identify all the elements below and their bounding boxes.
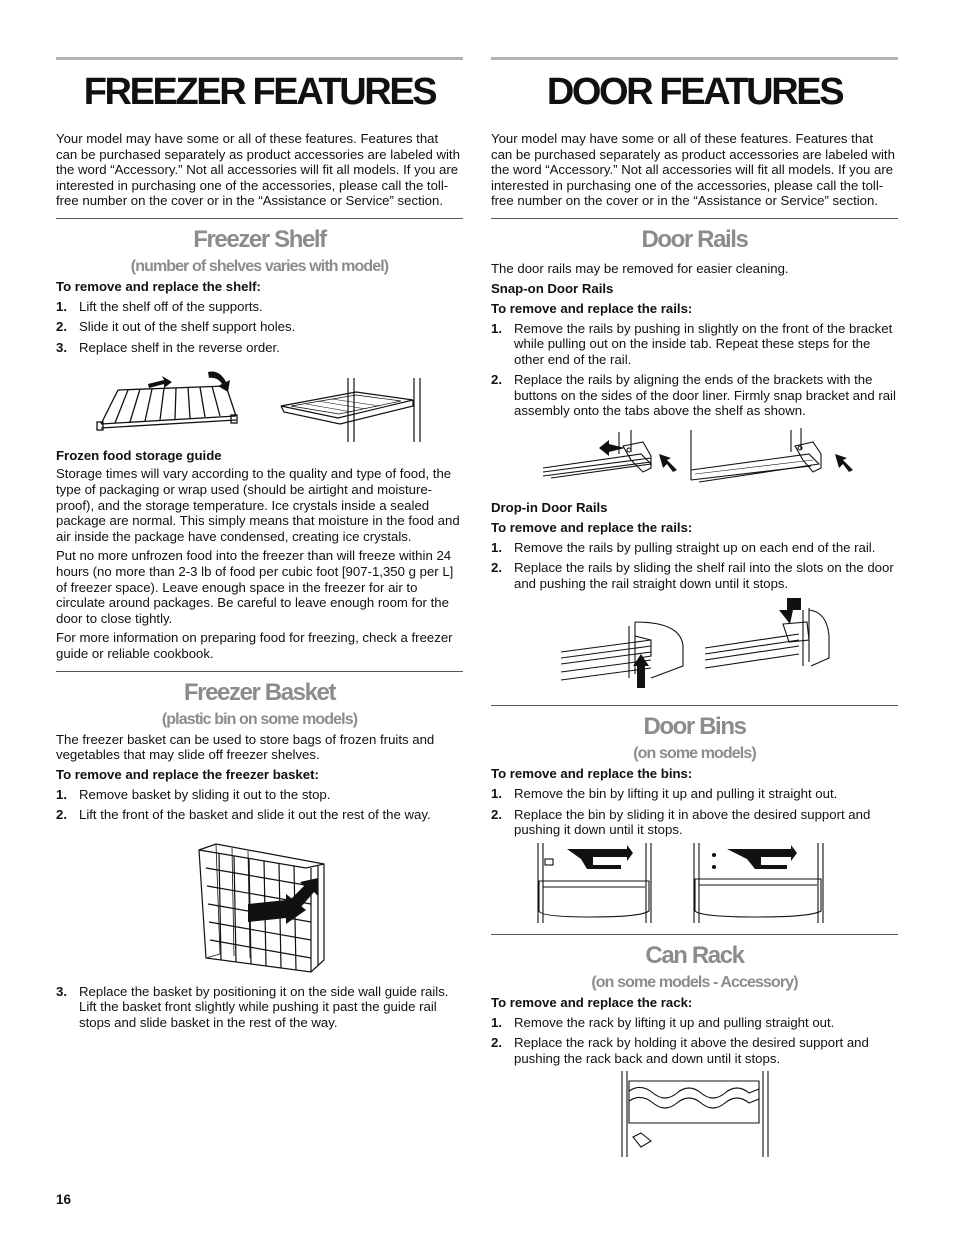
step-text: Replace the rails by aligning the ends of the brackets with the buttons on the sides of the door liner. Firmly snap bracket and rail assembly onto the tabs above the shelf as shown. — [514, 372, 896, 419]
step-number: 2. — [56, 807, 67, 823]
basket-step — [56, 787, 463, 803]
shelf-step — [56, 319, 463, 335]
step-text: Remove basket by sliding it out to the stop. — [79, 786, 331, 802]
drop-in-step — [491, 560, 898, 591]
snap-on-rails-title: Snap-on Door Rails — [491, 280, 614, 296]
bins-instructions-head: To remove and replace the bins: — [491, 766, 693, 782]
step-number: 2. — [491, 1035, 502, 1051]
drop-in-step — [491, 540, 898, 556]
freezer-basket-subtitle: (plastic bin on some models) — [161, 710, 358, 728]
step-text: Replace the rails by sliding the shelf rail into the slots on the door and pushing the rail straight down until it stops. — [514, 560, 894, 591]
section-divider — [56, 671, 463, 672]
shelf-instructions-head: To remove and replace the shelf: — [56, 278, 261, 294]
step-number: 3. — [56, 983, 67, 999]
snap-on-instructions-head: To remove and replace the rails: — [491, 300, 693, 316]
step-text: Slide it out of the shelf support holes. — [79, 319, 296, 335]
door-bins-drawing — [491, 843, 898, 925]
section-divider — [56, 218, 463, 219]
step-text: Lift the front of the basket and slide it out the rest of the way. — [79, 807, 431, 823]
drop-in-rails-drawing — [491, 596, 898, 696]
step-number: 1. — [56, 298, 67, 314]
step-number: 2. — [56, 319, 67, 335]
storage-guide-title: Frozen food storage guide — [56, 448, 222, 464]
step-text: Replace the bin by sliding it in above the desired support and pushing it down until it stops. — [514, 806, 871, 838]
freezer-shelf-title: Freezer Shelf — [193, 225, 326, 253]
step-number: 3. — [56, 339, 67, 355]
step-text: Lift the shelf off of the supports. — [79, 298, 263, 314]
step-number: 1. — [491, 320, 502, 336]
drop-in-rails-title: Drop-in Door Rails — [491, 499, 608, 515]
basket-step — [56, 984, 463, 1031]
step-number: 1. — [491, 786, 502, 802]
step-text: Replace the basket by positioning it on the side wall guide rails. Lift the basket front slightly while pushing it past the guide rail stops and slide basket in the rest of the way. — [79, 983, 449, 1030]
freezer-shelf-illustration — [56, 360, 463, 442]
step-number: 1. — [491, 1014, 502, 1030]
storage-paragraph: Put no more unfrozen food into the freezer than will freeze within 24 hours (no more than 2-3 lb of food per cubic foot [907-1,350 g per L] of freezer space). Leave enough space in the freezer for air to circulate around packages. Be careful to leave enough room for the door to close tightly. — [56, 548, 454, 626]
top-rule — [56, 57, 463, 60]
step-number: 2. — [491, 560, 502, 576]
step-text: Remove the rails by pulling straight up on each end of the rail. — [514, 539, 876, 555]
step-text: Replace shelf in the reverse order. — [79, 339, 280, 355]
freezer-features-title: FREEZER FEATURES — [83, 71, 436, 113]
snap-on-rails-illustration — [491, 424, 898, 494]
can-rack-illustration — [491, 1071, 898, 1159]
freezer-basket-title: Freezer Basket — [183, 678, 336, 706]
section-divider — [491, 218, 898, 219]
snap-on-step — [491, 321, 898, 368]
can-rack-drawing — [491, 1071, 898, 1159]
freezer-shelf-subtitle: (number of shelves varies with model) — [130, 257, 389, 275]
step-text: Remove the rack by lifting it up and pulling straight out. — [514, 1014, 835, 1030]
basket-instructions-head: To remove and replace the freezer basket: — [56, 766, 319, 782]
page-number: 16 — [56, 1192, 72, 1207]
step-number: 2. — [491, 372, 502, 388]
can-rack-step — [491, 1035, 898, 1066]
step-text: Remove the rails by pushing in slightly on the front of the bracket while pulling out on the inside tab. Repeat these steps for the other end of the rail. — [514, 320, 893, 367]
step-number: 1. — [56, 786, 67, 802]
section-divider — [491, 705, 898, 706]
freezer-basket-illustration — [56, 828, 463, 978]
door-bins-illustration — [491, 843, 898, 925]
step-number: 2. — [491, 806, 502, 822]
can-rack-instructions-head: To remove and replace the rack: — [491, 994, 693, 1010]
door-features-column — [491, 57, 898, 1159]
freezer-basket-drawing — [56, 828, 463, 978]
step-text: Replace the rack by holding it above the desired support and pushing the rack back and down until it stops. — [514, 1035, 869, 1066]
can-rack-title: Can Rack — [645, 941, 744, 969]
snap-on-rails-drawing — [491, 424, 898, 494]
step-text: Remove the bin by lifting it up and pulling it straight out. — [514, 786, 838, 802]
bins-step — [491, 786, 898, 802]
drop-in-rails-illustration — [491, 596, 898, 696]
door-features-title: DOOR FEATURES — [546, 71, 843, 113]
top-rule — [491, 57, 898, 60]
drop-in-instructions-head: To remove and replace the rails: — [491, 519, 693, 535]
door-bins-subtitle: (on some models) — [633, 745, 756, 763]
door-rails-intro: The door rails may be removed for easier cleaning. — [491, 260, 789, 276]
shelf-step — [56, 299, 463, 315]
can-rack-step — [491, 1015, 898, 1031]
door-bins-title: Door Bins — [643, 713, 746, 741]
freezer-features-column — [56, 57, 463, 1035]
step-number: 1. — [491, 539, 502, 555]
storage-paragraph: For more information on preparing food for freezing, check a freezer guide or reliable cookbook. — [56, 630, 453, 661]
basket-intro: The freezer basket can be used to store bags of frozen fruits and vegetables that may slide off freezer shelves. — [56, 731, 435, 763]
door-intro: Your model may have some or all of these features. Features that can be purchased separately as product accessories are labeled with the word “Accessory.” Not all accessories will fit all models. If you are interested in purchasing one of the accessories, please call the toll-free number on the cover or in the “Assistance or Service” section. — [491, 131, 895, 209]
snap-on-step — [491, 372, 898, 419]
bins-step — [491, 807, 898, 838]
freezer-shelf-drawing — [56, 360, 463, 442]
door-rails-title: Door Rails — [641, 225, 748, 253]
shelf-step — [56, 340, 463, 356]
storage-paragraph: Storage times will vary according to the quality and type of food, the type of packaging or wrap used (should be airtight and moisture-proof), and the storage temperature. Ice crystals inside a sealed package are normal. This simply means that moisture in the food and air inside the package have condensed, creating ice crystals. — [56, 466, 460, 544]
freezer-intro: Your model may have some or all of these features. Features that can be purchased separately as product accessories are labeled with the word “Accessory.” Not all accessories will fit all models. If you are interested in purchasing one of the accessories, please call the toll-free number on the cover or in the “Assistance or Service” section. — [56, 131, 460, 209]
basket-step — [56, 807, 463, 823]
section-divider — [491, 934, 898, 935]
can-rack-subtitle: (on some models - Accessory) — [591, 973, 798, 991]
